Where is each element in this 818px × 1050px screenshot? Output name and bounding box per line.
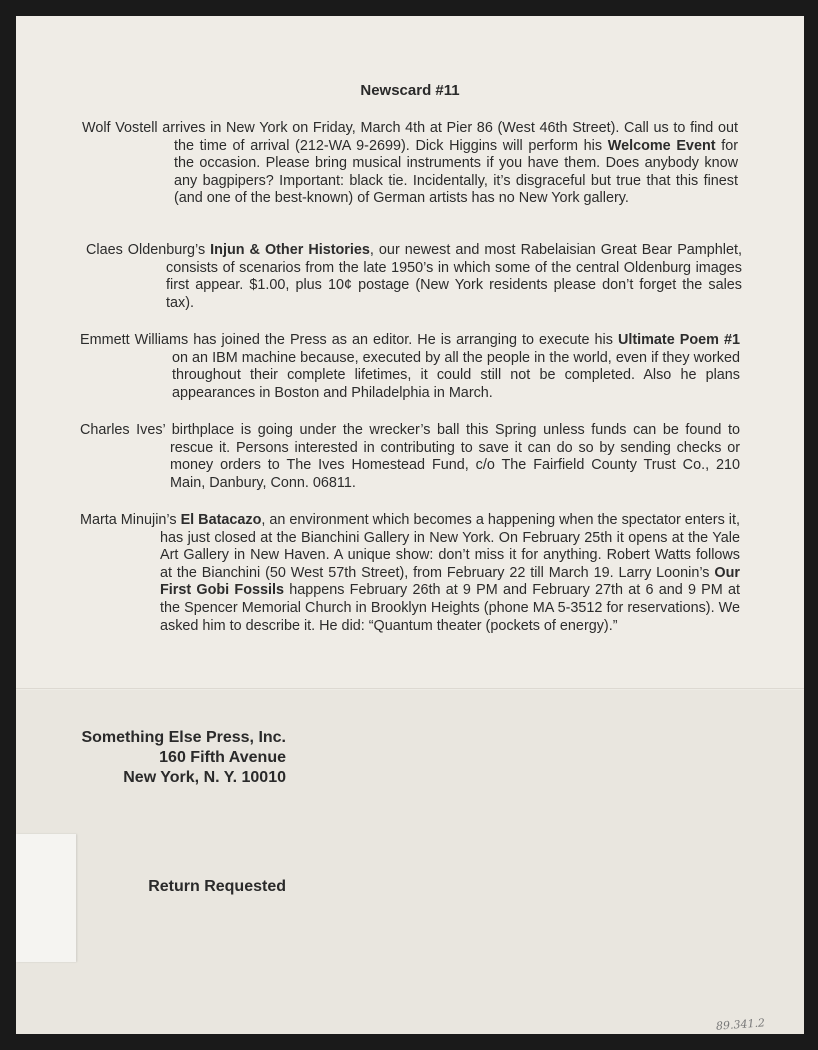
work-title: Welcome Event: [607, 137, 716, 154]
paragraph-text: for the occasion. Please bring musical instruments if you have them. Does anybody know any bagpipers? Important: black tie. Incidentally, it’s disgraceful but true that this finest (and one of the best-known) of German artists has no New York gallery.: [174, 137, 738, 207]
publisher-name: Something Else Press, Inc.: [81, 729, 286, 746]
work-title: Our First Gobi Fossils: [160, 564, 740, 599]
paragraph-text: Wolf Vostell arrives in New York on Friday, March 4th at Pier 86 (West 46th Street). Call us to find out the time of arrival (212-WA 9-2699). Dick Higgins will perform his: [82, 120, 738, 154]
paragraph-text: Charles Ives’ birthplace is going under the wrecker’s ball this Spring unless funds can be found to rescue it. Persons interested in contributing to save it can do so by sending checks or money orders to The Ives Homestead Fund, c/o The Fairfield County Trust Co., 210 Main, Danbury, Conn. 06811.: [80, 422, 740, 491]
tape-strip: [16, 834, 76, 962]
work-title: El Batacazo: [180, 512, 262, 528]
return-requested: Return Requested: [148, 878, 286, 895]
paragraph-text: on an IBM machine because, executed by all the people in the world, even if they worked throughout their complete lifetimes, it could still not be completed. Also he plans appearances in Boston and Philadelphia in March.: [172, 349, 740, 401]
paragraph-text: , an environment which becomes a happening when the spectator enters it, has just closed at the Bianchini Gallery in New York. On February 25th it opens at the Yale Art Gallery in New Haven. A unique show: don’t miss it for anything. Robert Watts follows at the Bianchini (50 West 57th Street), from February 22 till March 19. Larry Loonin’s: [160, 512, 740, 581]
paragraph-text: , our newest and most Rabelaisian Great Bear Pamphlet, consists of scenarios from the late 1950’s in which some of the central Oldenburg images first appear. $1.00, plus 10¢ postage (New York residents please don’t forget the sales tax).: [166, 242, 742, 311]
paragraph-williams: [80, 332, 740, 402]
paragraph-text: happens February 26th at 9 PM and February 27th at 6 and 9 PM at the Spencer Memorial Church in Brooklyn Heights (phone MA 5-3512 for reservations). We asked him to describe it. He did: “Quantum theater (pockets of energy).”: [160, 582, 740, 634]
newscard-title: Newscard #11: [360, 82, 460, 99]
paragraph-text: Claes Oldenburg’s: [86, 242, 211, 258]
city-line: New York, N. Y. 10010: [123, 769, 286, 786]
paragraph-vostell: [82, 120, 738, 208]
work-title: Ultimate Poem #1: [617, 332, 740, 348]
paragraph-minujin: [80, 512, 740, 635]
work-title: Injun & Other Histories: [210, 242, 370, 258]
paragraph-oldenburg: [86, 242, 742, 312]
paragraph-ives: [80, 422, 740, 492]
paragraph-text: Marta Minujin’s: [80, 512, 181, 528]
return-address: [66, 728, 286, 788]
accession-number: 89.341.2: [715, 1016, 766, 1033]
street-address: 160 Fifth Avenue: [159, 749, 286, 766]
paragraph-text: Emmett Williams has joined the Press as an editor. He is arranging to execute his: [80, 332, 618, 348]
fold-line: [16, 688, 804, 690]
newscard-sheet: [16, 16, 804, 1034]
